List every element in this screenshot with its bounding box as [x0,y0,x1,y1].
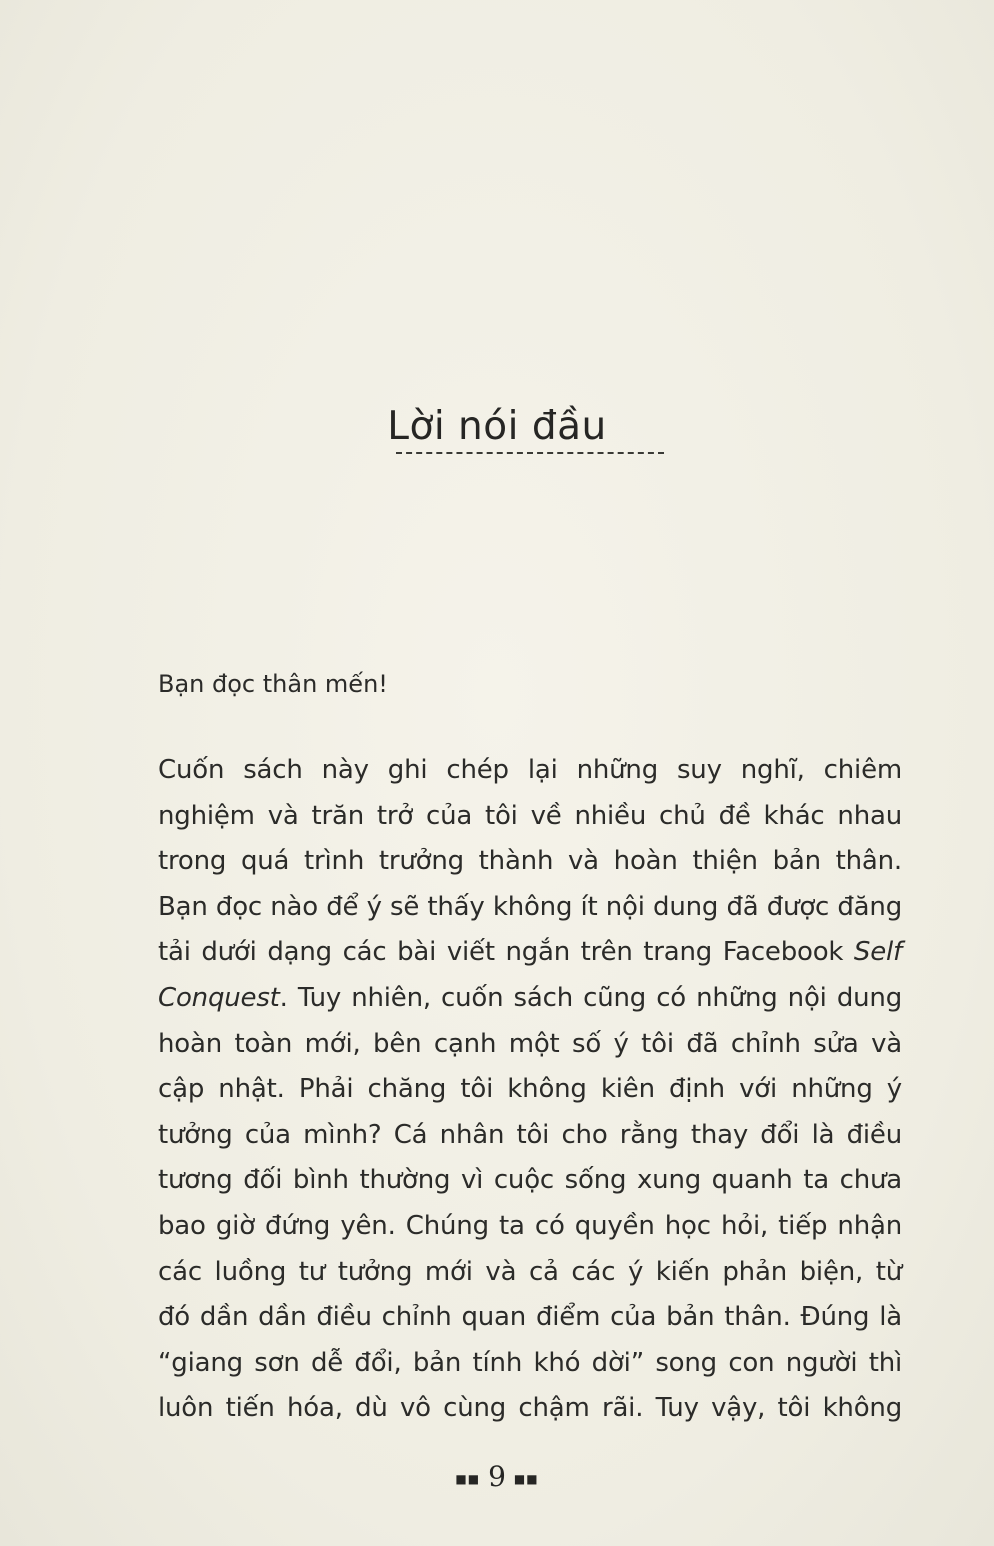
text-line: bao giờ đứng yên. Chúng ta có quyền học hỏi, tiếp nhận [158,1210,902,1241]
text-line: hoàn toàn mới, bên cạnh một số ý tôi đã chỉnh sửa và [158,1028,902,1059]
page-number-marks-right: ■■ [513,1471,539,1486]
page-number-value: 9 [488,1460,506,1493]
greeting: Bạn đọc thân mến! [158,670,388,698]
page-number [0,1460,994,1493]
text-line: “giang sơn dễ đổi, bản tính khó dời” song con người thì [158,1347,902,1378]
text-line: tương đối bình thường vì cuộc sống xung quanh ta chưa [158,1165,902,1196]
facebook-page-name-part2: Conquest [158,982,280,1013]
text-segment: . Tuy nhiên, cuốn sách cũng có những nội dung [279,982,902,1013]
text-line: trong quá trình trưởng thành và hoàn thiện bản thân. [158,846,902,877]
chapter-title: Lời nói đầu [387,404,607,450]
page-number-marks-left: ■■ [455,1471,481,1486]
text-line: tưởng của mình? Cá nhân tôi cho rằng thay đổi là điều [158,1119,902,1150]
text-line: cập nhật. Phải chăng tôi không kiên định với những ý [158,1074,902,1105]
text-line: Bạn đọc nào để ý sẽ thấy không ít nội dung đã được đăng [158,891,902,922]
facebook-page-name-part1: Self [853,937,902,968]
title-divider [396,452,664,454]
text-line [158,976,902,1022]
text-line: Cuốn sách này ghi chép lại những suy nghĩ, chiêm [158,755,902,785]
text-line: đó dần dần điều chỉnh quan điểm của bản thân. Đúng là [158,1302,902,1333]
text-line [158,930,902,976]
text-line: nghiệm và trăn trở của tôi về nhiều chủ đề khác nhau [158,800,902,831]
text-segment: tải dưới dạng các bài viết ngắn trên trang Facebook [158,937,854,968]
text-line: luôn tiến hóa, dù vô cùng chậm rãi. Tuy vậy, tôi không [158,1393,902,1424]
text-line: các luồng tư tưởng mới và cả các ý kiến phản biện, từ [158,1256,902,1287]
body-paragraph [158,748,902,1432]
